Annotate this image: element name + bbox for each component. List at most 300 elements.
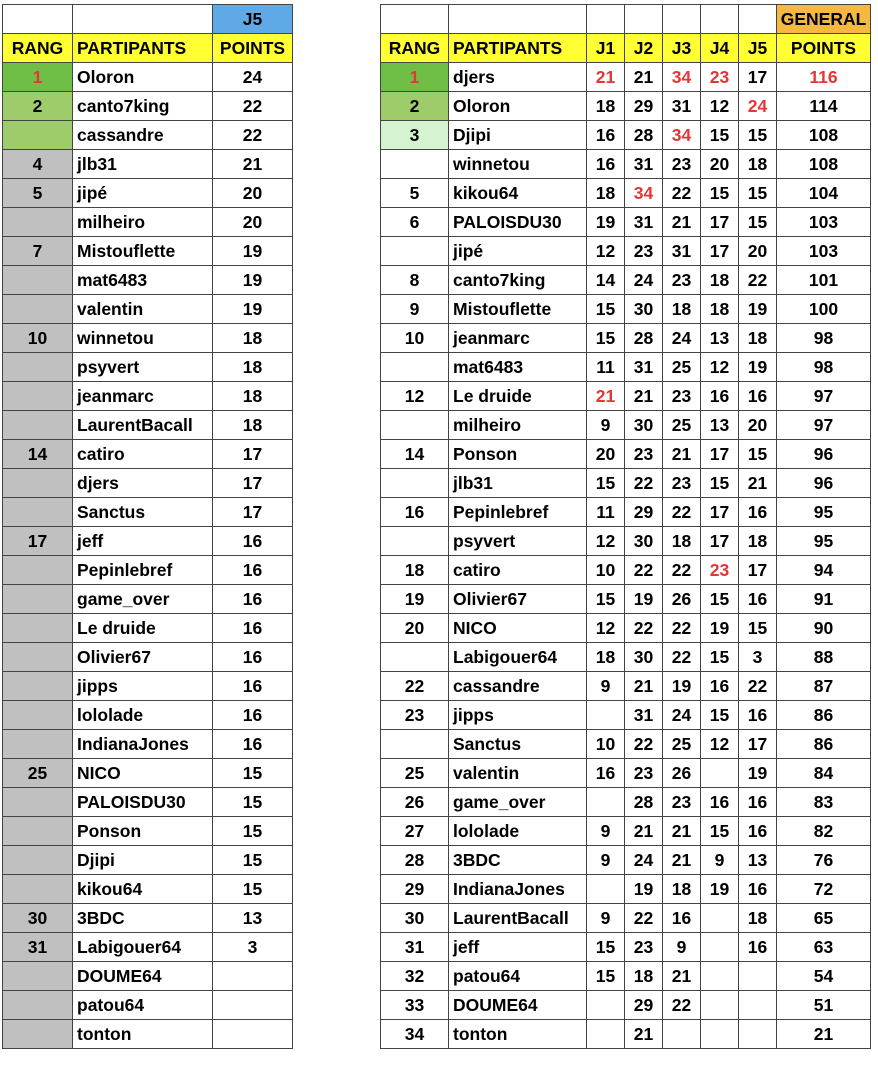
round-score-j2: 31 xyxy=(625,150,663,179)
round-score-j4 xyxy=(701,904,739,933)
round-score-j3: 21 xyxy=(663,440,701,469)
rank-cell xyxy=(3,788,73,817)
total-points-cell: 76 xyxy=(777,846,871,875)
table-row xyxy=(381,498,871,527)
table-row xyxy=(3,846,293,875)
round-score-j4: 15 xyxy=(701,179,739,208)
table-row xyxy=(3,411,293,440)
points-cell: 22 xyxy=(213,92,293,121)
table-row xyxy=(3,150,293,179)
round-score-j3: 9 xyxy=(663,933,701,962)
participant-name: jipps xyxy=(73,672,213,701)
round-score-j3: 23 xyxy=(663,788,701,817)
rank-cell xyxy=(3,469,73,498)
round-score-j2: 21 xyxy=(625,63,663,92)
j3-header: J3 xyxy=(663,34,701,63)
round-score-j5: 16 xyxy=(739,382,777,411)
round-score-j5: 17 xyxy=(739,556,777,585)
round-score-j3: 23 xyxy=(663,266,701,295)
round-score-j5: 15 xyxy=(739,208,777,237)
participant-name: valentin xyxy=(449,759,587,788)
points-cell: 16 xyxy=(213,556,293,585)
round-score-j4: 16 xyxy=(701,672,739,701)
rank-cell: 32 xyxy=(381,962,449,991)
round-score-j4: 18 xyxy=(701,295,739,324)
table-row xyxy=(381,1020,871,1049)
total-points-cell: 98 xyxy=(777,324,871,353)
round-score-j2: 22 xyxy=(625,469,663,498)
table-row xyxy=(381,179,871,208)
participant-name: mat6483 xyxy=(73,266,213,295)
round-score-j4: 15 xyxy=(701,817,739,846)
participant-name: jeff xyxy=(73,527,213,556)
round-score-j2: 30 xyxy=(625,411,663,440)
table-row xyxy=(381,759,871,788)
rank-cell: 10 xyxy=(381,324,449,353)
participant-name: patou64 xyxy=(73,991,213,1020)
round-score-j2: 22 xyxy=(625,730,663,759)
round-score-j3: 21 xyxy=(663,817,701,846)
round-score-j5: 22 xyxy=(739,266,777,295)
table-row xyxy=(381,469,871,498)
rank-cell xyxy=(3,498,73,527)
round-score-j2: 31 xyxy=(625,353,663,382)
participant-name: jipé xyxy=(449,237,587,266)
round-score-j1: 15 xyxy=(587,962,625,991)
points-cell: 16 xyxy=(213,730,293,759)
total-points-cell: 54 xyxy=(777,962,871,991)
points-cell: 20 xyxy=(213,208,293,237)
round-score-j3: 31 xyxy=(663,237,701,266)
participant-name: winnetou xyxy=(73,324,213,353)
round-score-j1: 9 xyxy=(587,672,625,701)
round-score-j5: 16 xyxy=(739,933,777,962)
points-cell: 15 xyxy=(213,875,293,904)
blank-cell xyxy=(449,5,587,34)
table-row xyxy=(3,469,293,498)
participant-name: Pepinlebref xyxy=(449,498,587,527)
participant-name: Pepinlebref xyxy=(73,556,213,585)
round-score-j1: 9 xyxy=(587,846,625,875)
round-score-j2: 28 xyxy=(625,324,663,353)
round-score-j3: 24 xyxy=(663,701,701,730)
round-score-j5: 17 xyxy=(739,63,777,92)
j5-header: J5 xyxy=(213,5,293,34)
participant-name: DOUME64 xyxy=(73,962,213,991)
table-row xyxy=(3,991,293,1020)
points-cell: 16 xyxy=(213,585,293,614)
table-row xyxy=(3,353,293,382)
rank-cell: 27 xyxy=(381,817,449,846)
participant-name: canto7king xyxy=(73,92,213,121)
table-row xyxy=(3,121,293,150)
table-row xyxy=(3,817,293,846)
round-score-j5: 3 xyxy=(739,643,777,672)
round-score-j1: 16 xyxy=(587,759,625,788)
rank-cell: 5 xyxy=(381,179,449,208)
table-row xyxy=(3,1020,293,1049)
table-row xyxy=(3,933,293,962)
table-row xyxy=(381,556,871,585)
table-row xyxy=(3,266,293,295)
round-score-j2: 34 xyxy=(625,179,663,208)
round-score-j5: 16 xyxy=(739,788,777,817)
table-row xyxy=(381,585,871,614)
rank-cell: 29 xyxy=(381,875,449,904)
participant-name: cassandre xyxy=(449,672,587,701)
rank-cell xyxy=(3,846,73,875)
table-row xyxy=(3,904,293,933)
participant-name: Ponson xyxy=(449,440,587,469)
round-score-j2: 23 xyxy=(625,933,663,962)
round-score-j3: 23 xyxy=(663,150,701,179)
round-score-j3: 25 xyxy=(663,411,701,440)
round-score-j5: 16 xyxy=(739,875,777,904)
participant-name: catiro xyxy=(73,440,213,469)
total-points-cell: 103 xyxy=(777,208,871,237)
rank-cell: 23 xyxy=(381,701,449,730)
participant-name: jeanmarc xyxy=(449,324,587,353)
rank-cell: 30 xyxy=(3,904,73,933)
total-points-cell: 87 xyxy=(777,672,871,701)
round-score-j5 xyxy=(739,1020,777,1049)
round-score-j1: 19 xyxy=(587,208,625,237)
participant-name: LaurentBacall xyxy=(73,411,213,440)
rank-header: RANG xyxy=(3,34,73,63)
left-column-header-row xyxy=(3,34,293,63)
round-score-j1: 9 xyxy=(587,411,625,440)
participant-name: jlb31 xyxy=(449,469,587,498)
round-score-j5: 19 xyxy=(739,295,777,324)
points-cell: 19 xyxy=(213,237,293,266)
round-score-j4: 12 xyxy=(701,730,739,759)
round-score-j1: 9 xyxy=(587,817,625,846)
rank-cell xyxy=(381,730,449,759)
points-cell: 15 xyxy=(213,788,293,817)
total-points-cell: 91 xyxy=(777,585,871,614)
round-score-j3: 24 xyxy=(663,324,701,353)
total-points-cell: 108 xyxy=(777,121,871,150)
round-score-j5: 15 xyxy=(739,121,777,150)
round-score-j5: 22 xyxy=(739,672,777,701)
points-cell: 17 xyxy=(213,440,293,469)
round-score-j2: 24 xyxy=(625,846,663,875)
total-points-cell: 65 xyxy=(777,904,871,933)
participant-name: IndianaJones xyxy=(73,730,213,759)
rank-cell: 4 xyxy=(3,150,73,179)
round-score-j1: 9 xyxy=(587,904,625,933)
participant-name: LaurentBacall xyxy=(449,904,587,933)
points-cell: 16 xyxy=(213,643,293,672)
table-row xyxy=(3,324,293,353)
total-points-cell: 90 xyxy=(777,614,871,643)
table-row xyxy=(3,208,293,237)
round-score-j2: 30 xyxy=(625,295,663,324)
points-cell: 19 xyxy=(213,295,293,324)
participant-name: tonton xyxy=(73,1020,213,1049)
blank-cell xyxy=(701,5,739,34)
round-score-j3: 16 xyxy=(663,904,701,933)
table-row xyxy=(3,527,293,556)
round-score-j2: 22 xyxy=(625,614,663,643)
rank-cell: 30 xyxy=(381,904,449,933)
rank-cell xyxy=(3,962,73,991)
participants-header: PARTIPANTS xyxy=(449,34,587,63)
participant-name: PALOISDU30 xyxy=(73,788,213,817)
table-row xyxy=(381,63,871,92)
round-score-j1: 15 xyxy=(587,295,625,324)
table-row xyxy=(381,266,871,295)
participant-name: psyvert xyxy=(449,527,587,556)
table-row xyxy=(3,440,293,469)
round-score-j1 xyxy=(587,875,625,904)
table-row xyxy=(3,295,293,324)
round-score-j3: 25 xyxy=(663,353,701,382)
rank-cell: 5 xyxy=(3,179,73,208)
participant-name: jlb31 xyxy=(73,150,213,179)
round-score-j4: 15 xyxy=(701,585,739,614)
participant-name: DOUME64 xyxy=(449,991,587,1020)
round-score-j1: 21 xyxy=(587,382,625,411)
participant-name: jipé xyxy=(73,179,213,208)
points-cell: 15 xyxy=(213,846,293,875)
round-score-j2: 22 xyxy=(625,904,663,933)
table-row xyxy=(381,121,871,150)
round-score-j5: 13 xyxy=(739,846,777,875)
round-score-j5: 18 xyxy=(739,527,777,556)
blank-cell xyxy=(381,5,449,34)
round-score-j5: 20 xyxy=(739,237,777,266)
total-points-cell: 108 xyxy=(777,150,871,179)
table-row xyxy=(381,92,871,121)
j5-header: J5 xyxy=(739,34,777,63)
blank-cell xyxy=(587,5,625,34)
round-score-j5: 15 xyxy=(739,614,777,643)
rank-cell: 22 xyxy=(381,672,449,701)
j2-header: J2 xyxy=(625,34,663,63)
points-cell: 18 xyxy=(213,324,293,353)
rank-cell: 25 xyxy=(381,759,449,788)
participant-name: Le druide xyxy=(73,614,213,643)
table-row xyxy=(381,643,871,672)
rank-cell xyxy=(381,150,449,179)
blank-cell xyxy=(739,5,777,34)
rank-cell xyxy=(3,701,73,730)
rank-cell xyxy=(3,121,73,150)
round-score-j1: 21 xyxy=(587,63,625,92)
table-row xyxy=(3,730,293,759)
round-score-j5 xyxy=(739,991,777,1020)
total-points-cell: 63 xyxy=(777,933,871,962)
round-score-j5: 21 xyxy=(739,469,777,498)
participant-name: Olivier67 xyxy=(449,585,587,614)
round-score-j2: 29 xyxy=(625,498,663,527)
participant-name: winnetou xyxy=(449,150,587,179)
rank-cell: 19 xyxy=(381,585,449,614)
points-cell: 13 xyxy=(213,904,293,933)
table-row xyxy=(381,208,871,237)
round-score-j3 xyxy=(663,1020,701,1049)
round-score-j3: 18 xyxy=(663,295,701,324)
round-score-j3: 22 xyxy=(663,614,701,643)
rank-cell: 10 xyxy=(3,324,73,353)
round-score-j5: 15 xyxy=(739,179,777,208)
table-row xyxy=(3,585,293,614)
participant-name: NICO xyxy=(73,759,213,788)
rank-cell xyxy=(381,237,449,266)
round-score-j1: 12 xyxy=(587,614,625,643)
round-score-j4: 17 xyxy=(701,237,739,266)
participant-name: Sanctus xyxy=(73,498,213,527)
rank-cell: 7 xyxy=(3,237,73,266)
round-score-j5: 19 xyxy=(739,759,777,788)
rank-cell: 9 xyxy=(381,295,449,324)
rank-cell xyxy=(381,643,449,672)
round-score-j4: 16 xyxy=(701,788,739,817)
round-score-j3: 34 xyxy=(663,121,701,150)
round-score-j4 xyxy=(701,1020,739,1049)
blank-cell xyxy=(3,5,73,34)
table-row xyxy=(3,556,293,585)
round-score-j2: 28 xyxy=(625,121,663,150)
rank-cell: 8 xyxy=(381,266,449,295)
participant-name: catiro xyxy=(449,556,587,585)
total-points-cell: 86 xyxy=(777,730,871,759)
round-score-j4 xyxy=(701,933,739,962)
round-score-j1: 10 xyxy=(587,730,625,759)
j4-header: J4 xyxy=(701,34,739,63)
round-score-j1 xyxy=(587,701,625,730)
points-cell xyxy=(213,962,293,991)
rank-cell: 25 xyxy=(3,759,73,788)
total-points-cell: 114 xyxy=(777,92,871,121)
rank-cell xyxy=(3,382,73,411)
round-score-j2: 21 xyxy=(625,817,663,846)
rank-cell: 20 xyxy=(381,614,449,643)
round-score-j4: 20 xyxy=(701,150,739,179)
table-row xyxy=(3,672,293,701)
rank-cell xyxy=(3,411,73,440)
table-row xyxy=(381,295,871,324)
participant-name: cassandre xyxy=(73,121,213,150)
round-score-j1: 10 xyxy=(587,556,625,585)
points-cell: 24 xyxy=(213,63,293,92)
rank-cell: 34 xyxy=(381,1020,449,1049)
participant-name: milheiro xyxy=(73,208,213,237)
table-row xyxy=(381,237,871,266)
round-score-j3: 22 xyxy=(663,643,701,672)
rank-cell xyxy=(381,469,449,498)
round-score-j3: 19 xyxy=(663,672,701,701)
participant-name: Labigouer64 xyxy=(73,933,213,962)
round-score-j2: 21 xyxy=(625,382,663,411)
round-score-j1: 15 xyxy=(587,469,625,498)
table-row xyxy=(3,498,293,527)
participant-name: tonton xyxy=(449,1020,587,1049)
table-row xyxy=(381,614,871,643)
total-points-cell: 100 xyxy=(777,295,871,324)
table-row xyxy=(381,991,871,1020)
participant-name: kikou64 xyxy=(73,875,213,904)
round-score-j1: 12 xyxy=(587,527,625,556)
round-score-j1: 14 xyxy=(587,266,625,295)
round-score-j3: 21 xyxy=(663,962,701,991)
rank-cell: 16 xyxy=(381,498,449,527)
rank-cell: 26 xyxy=(381,788,449,817)
participant-name: jeff xyxy=(449,933,587,962)
round-score-j3: 22 xyxy=(663,179,701,208)
table-row xyxy=(381,382,871,411)
points-cell: 18 xyxy=(213,353,293,382)
participant-name: psyvert xyxy=(73,353,213,382)
points-cell: 15 xyxy=(213,759,293,788)
rank-cell: 28 xyxy=(381,846,449,875)
rank-cell: 14 xyxy=(3,440,73,469)
points-cell xyxy=(213,1020,293,1049)
participant-name: jeanmarc xyxy=(73,382,213,411)
participant-name: patou64 xyxy=(449,962,587,991)
round-score-j5: 19 xyxy=(739,353,777,382)
rank-cell xyxy=(381,527,449,556)
round-score-j1 xyxy=(587,991,625,1020)
participant-name: djers xyxy=(449,63,587,92)
table-row xyxy=(381,933,871,962)
round-score-j1: 12 xyxy=(587,237,625,266)
rank-cell: 1 xyxy=(381,63,449,92)
rank-cell xyxy=(381,353,449,382)
participant-name: canto7king xyxy=(449,266,587,295)
rank-cell xyxy=(3,353,73,382)
round-j5-ranking-table xyxy=(2,4,293,1049)
rank-cell xyxy=(3,556,73,585)
participant-name: Olivier67 xyxy=(73,643,213,672)
rank-cell: 1 xyxy=(3,63,73,92)
participant-name: Oloron xyxy=(449,92,587,121)
participant-name: valentin xyxy=(73,295,213,324)
participant-name: 3BDC xyxy=(73,904,213,933)
participant-name: mat6483 xyxy=(449,353,587,382)
rank-cell: 6 xyxy=(381,208,449,237)
total-points-cell: 72 xyxy=(777,875,871,904)
round-score-j5: 16 xyxy=(739,817,777,846)
points-cell: 20 xyxy=(213,179,293,208)
round-score-j4: 19 xyxy=(701,875,739,904)
table-row xyxy=(3,701,293,730)
participant-name: Mistouflette xyxy=(73,237,213,266)
round-score-j3: 21 xyxy=(663,208,701,237)
round-score-j3: 23 xyxy=(663,469,701,498)
participant-name: Djipi xyxy=(73,846,213,875)
total-points-cell: 82 xyxy=(777,817,871,846)
round-score-j5: 15 xyxy=(739,440,777,469)
round-score-j1: 18 xyxy=(587,92,625,121)
total-points-cell: 96 xyxy=(777,440,871,469)
round-score-j2: 28 xyxy=(625,788,663,817)
rank-cell: 2 xyxy=(381,92,449,121)
points-cell: 15 xyxy=(213,817,293,846)
total-points-cell: 104 xyxy=(777,179,871,208)
participant-name: Djipi xyxy=(449,121,587,150)
table-row xyxy=(381,904,871,933)
round-score-j4: 12 xyxy=(701,92,739,121)
total-points-cell: 96 xyxy=(777,469,871,498)
round-score-j2: 18 xyxy=(625,962,663,991)
round-score-j4: 23 xyxy=(701,63,739,92)
rank-cell xyxy=(3,585,73,614)
points-header: POINTS xyxy=(213,34,293,63)
rank-cell xyxy=(3,672,73,701)
table-row xyxy=(381,324,871,353)
